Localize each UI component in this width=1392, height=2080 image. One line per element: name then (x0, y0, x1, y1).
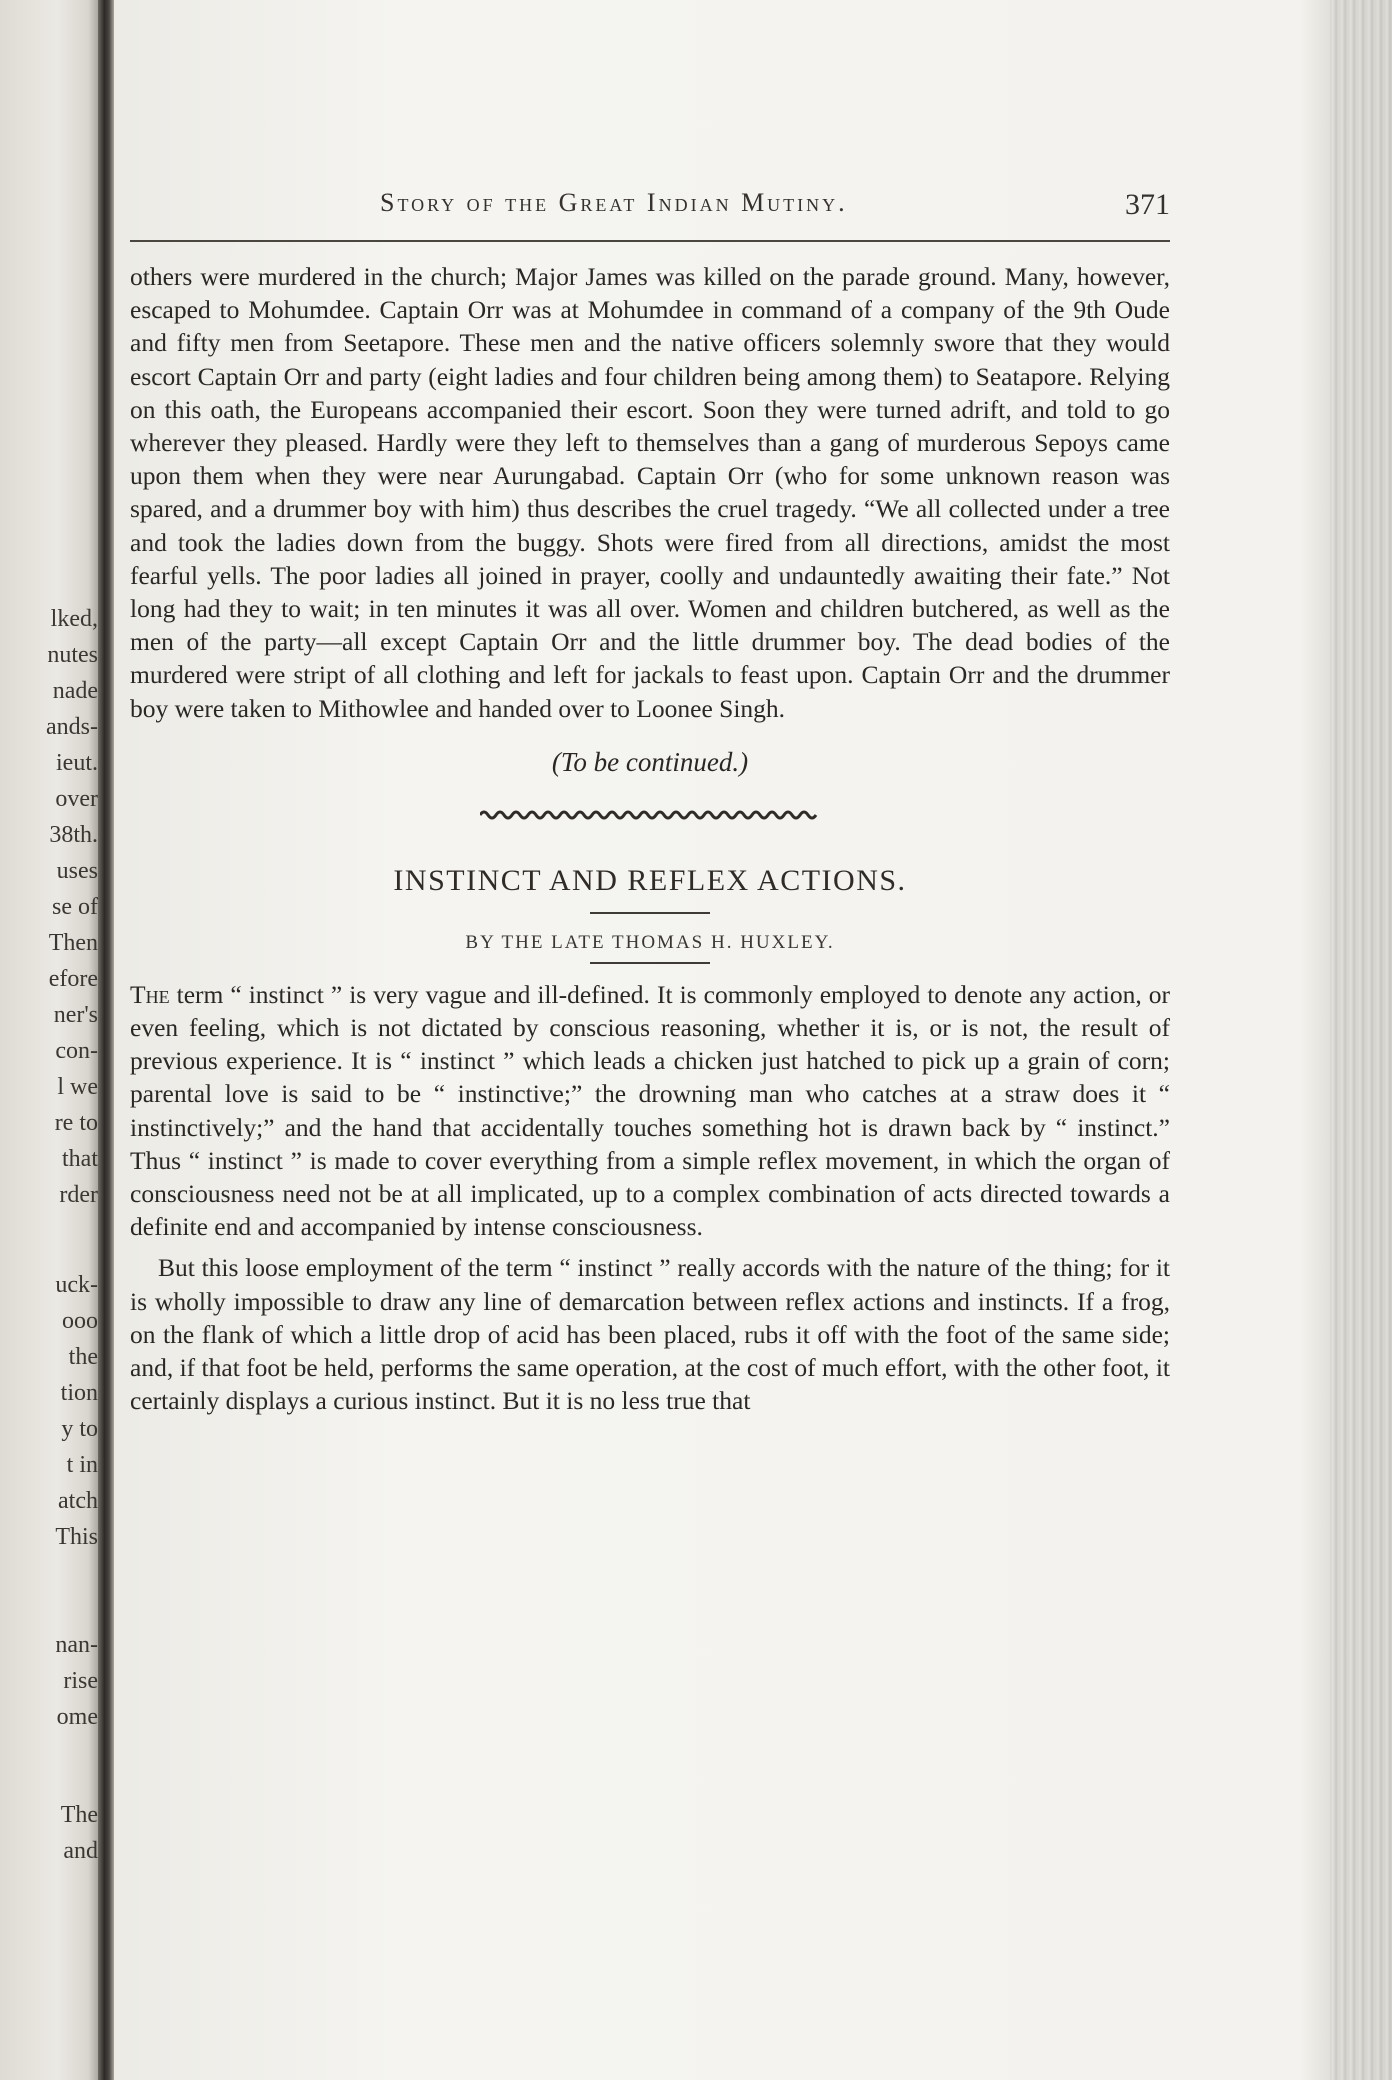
facing-page-fragment: over (55, 786, 98, 812)
byline-rule (590, 962, 710, 964)
facing-page-fragment: ner's (53, 1002, 98, 1028)
facing-page-fragment: ooo (62, 1308, 98, 1334)
facing-page-fragment: efore (48, 966, 98, 992)
facing-page-fragment: the (68, 1344, 98, 1370)
first-word: The (130, 979, 170, 1009)
article-paragraph-1 (130, 978, 1170, 1244)
facing-page-fragment: Then (48, 930, 98, 956)
title-rule (590, 912, 710, 914)
facing-page-fragment: The (60, 1802, 98, 1828)
running-head-title: Story of the Great Indian Mutiny. (380, 188, 848, 217)
book-gutter (98, 0, 114, 2080)
facing-page-fragment: uck- (55, 1272, 98, 1298)
book-page (130, 170, 1170, 1417)
paragraph-1-text: term “ instinct ” is very vague and ill-defined. It is commonly employed to denote any action, or even feeling, which is not dictated by conscious reasoning, whether it is, or is not, the result of previous experience. It is “ instinct ” which leads a chicken just hatched to pick up a grain of corn; parental love is said to be “ instinctive;” the drowning man who catches at a straw does it “ instinctively;” and the hand that accidentally touches something hot is drawn back by “ instinct.” Thus “ instinct ” is made to cover everything from a simple reflex movement, in which the organ of consciousness need not be at all implicated, up to a complex combination of acts directed towards a definite end and accompanied by intense consciousness. (130, 979, 1170, 1242)
wavy-ornament-divider (480, 808, 820, 822)
facing-page-fragment: ome (56, 1704, 98, 1730)
facing-page-fragment: tion (60, 1380, 98, 1406)
page-number: 371 (1125, 188, 1170, 221)
facing-page-fragment: rder (59, 1182, 98, 1208)
facing-page-fragment: re to (54, 1110, 98, 1136)
facing-page-fragment: nan- (55, 1632, 98, 1658)
facing-page-fragment: t in (66, 1452, 98, 1478)
page-edges (1330, 0, 1392, 2080)
facing-page-fragment: nutes (47, 642, 98, 668)
facing-page-fragment: ands- (46, 714, 98, 740)
facing-page-fragment: nade (52, 678, 98, 704)
running-head (130, 170, 1170, 242)
to-be-continued: (To be continued.) (551, 746, 749, 777)
facing-page-fragment: This (55, 1524, 98, 1550)
facing-page-fragment: ieut. (56, 750, 98, 776)
facing-page-fragment: uses (56, 858, 98, 884)
facing-page-fragment: that (62, 1146, 98, 1172)
facing-page-fragment: rise (63, 1668, 98, 1694)
article-paragraph-2: But this loose employment of the term “ instinct ” really accords with the nature of the thing; for it is wholly impossible to draw any line of demarcation between reflex actions and instincts. If a frog, on the flank of which a little drop of acid has been placed, rubs it off with the foot of the same side; and, if that foot be held, performs the same operation, at the cost of much effort, with the other foot, it certainly displays a curious instinct. But it is no less true that (130, 1253, 1170, 1416)
facing-page-fragment: con- (55, 1038, 98, 1064)
facing-page-fragment: l we (57, 1074, 98, 1100)
article-byline: BY THE LATE THOMAS H. HUXLEY. (465, 931, 835, 953)
article-title: INSTINCT AND REFLEX ACTIONS. (393, 863, 907, 897)
facing-page-fragment: lked, (50, 606, 98, 632)
facing-page-fragment: and (63, 1838, 98, 1864)
facing-page-fragment: y to (61, 1416, 98, 1442)
facing-page-fragment: 38th. (49, 822, 98, 848)
facing-page-fragment: se of (52, 894, 98, 920)
facing-page-strip (0, 0, 104, 2080)
facing-page-fragment: atch (58, 1488, 98, 1514)
mutiny-paragraph: others were murdered in the church; Major James was killed on the parade ground. Many, however, escaped to Mohumdee. Captain Orr was at Mohumdee in command of a company of the 9th Oude and fifty men from Seetapore. These men and the native officers solemnly swore that they would escort Captain Orr and party (eight ladies and four children being among them) to Seatapore. Relying on this oath, the Europeans accompanied their escort. Soon they were turned adrift, and told to go wherever they pleased. Hardly were they left to themselves than a gang of murderous Sepoys came upon them when they were near Aurungabad. Captain Orr (who for some unknown reason was spared, and a drummer boy with him) thus describes the cruel tragedy. “We all collected under a tree and took the ladies down from the buggy. Shots were fired from all directions, amidst the most fearful yells. The poor ladies all joined in prayer, coolly and undauntedly awaiting their fate.” Not long had they to wait; in ten minutes it was all over. Women and children butchered, as well as the men of the party—all except Captain Orr and the little drummer boy. The dead bodies of the murdered were stript of all clothing and left for jackals to feast upon. Captain Orr and the drummer boy were taken to Mithowlee and handed over to Loonee Singh. (130, 262, 1170, 723)
